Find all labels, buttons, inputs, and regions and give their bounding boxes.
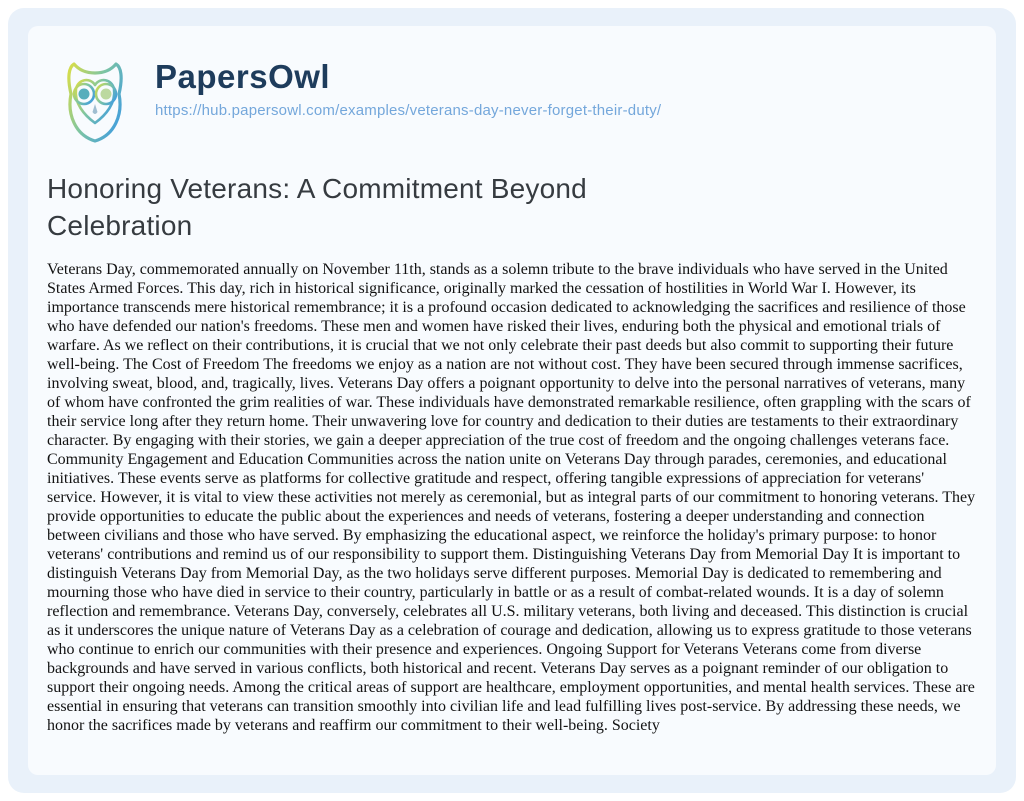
article-body: Veterans Day, commemorated annually on November 11th, stands as a solemn tribute to the brave individuals who have served in the United States Armed Forces. This day, rich in historical significance, originally marked the cessation of hostilities in World War I. However, its importance transcends mere historical remembrance; it is a profound occasion dedicated to acknowledging the sacrifices and resilience of those who have defended our nation's freedoms. These men and women have risked their lives, enduring both the physical and emotional trials of warfare. As we reflect on their contributions, it is crucial that we not only celebrate their past deeds but also commit to supporting their future well-being. The Cost of Freedom The freedoms we enjoy as a nation are not without cost. They have been secured through immense sacrifices, involving sweat, blood, and, tragically, lives. Veterans Day offers a poignant opportunity to delve into the personal narratives of veterans, many of whom have confronted the grim realities of war. These individuals have demonstrated remarkable resilience, often grappling with the scars of their service long after they return home. Their unwavering love for country and dedication to their duties are testaments to their extraordinary character. By engaging with their stories, we gain a deeper appreciation of the true cost of freedom and the ongoing challenges veterans face. Community Engagement and Education Communities across the nation unite on Veterans Day through parades, ceremonies, and educational initiatives. These events serve as platforms for collective gratitude and respect, offering tangible expressions of appreciation for veterans' service. However, it is vital to view these activities not merely as ceremonial, but as integral parts of our commitment to honoring veterans. They provide opportunities to educate the public about the experiences and needs of veterans, fostering a deeper understanding and connection between civilians and those who have served. By emphasizing the educational aspect, we reinforce the holiday's primary purpose: to honor veterans' contributions and remind us of our responsibility to support them. Distinguishing Veterans Day from Memorial Day It is important to distinguish Veterans Day from Memorial Day, as the two holidays serve different purposes. Memorial Day is dedicated to remembering and mourning those who have died in service to their country, particularly in battle or as a result of combat-related wounds. It is a day of solemn reflection and remembrance. Veterans Day, conversely, celebrates all U.S. military veterans, both living and deceased. This distinction is crucial as it underscores the unique nature of Veterans Day as a celebration of courage and dedication, allowing us to express gratitude to those veterans who continue to enrich our communities with their presence and experiences. Ongoing Support for Veterans Veterans come from diverse backgrounds and have served in various conflicts, both historical and recent. Veterans Day serves as a poignant reminder of our obligation to support their ongoing needs. Among the critical areas of support are healthcare, employment opportunities, and mental health services. These are essential in ensuring that veterans can transition smoothly into civilian life and lead fulfilling lives post-service. By addressing these needs, we honor the sacrifices made by veterans and reaffirm our commitment to their well-being. Society [47,261,976,734]
site-header [45,52,977,156]
page-content [47,52,977,735]
owl-icon [45,52,145,156]
brand-block [155,52,661,120]
brand-name: PapersOwl [155,58,331,95]
article-title: Honoring Veterans: A Commitment Beyond Celebration [47,173,587,241]
source-url-link[interactable]: https://hub.papersowl.com/examples/veterans-day-never-forget-their-duty/ [155,101,662,119]
